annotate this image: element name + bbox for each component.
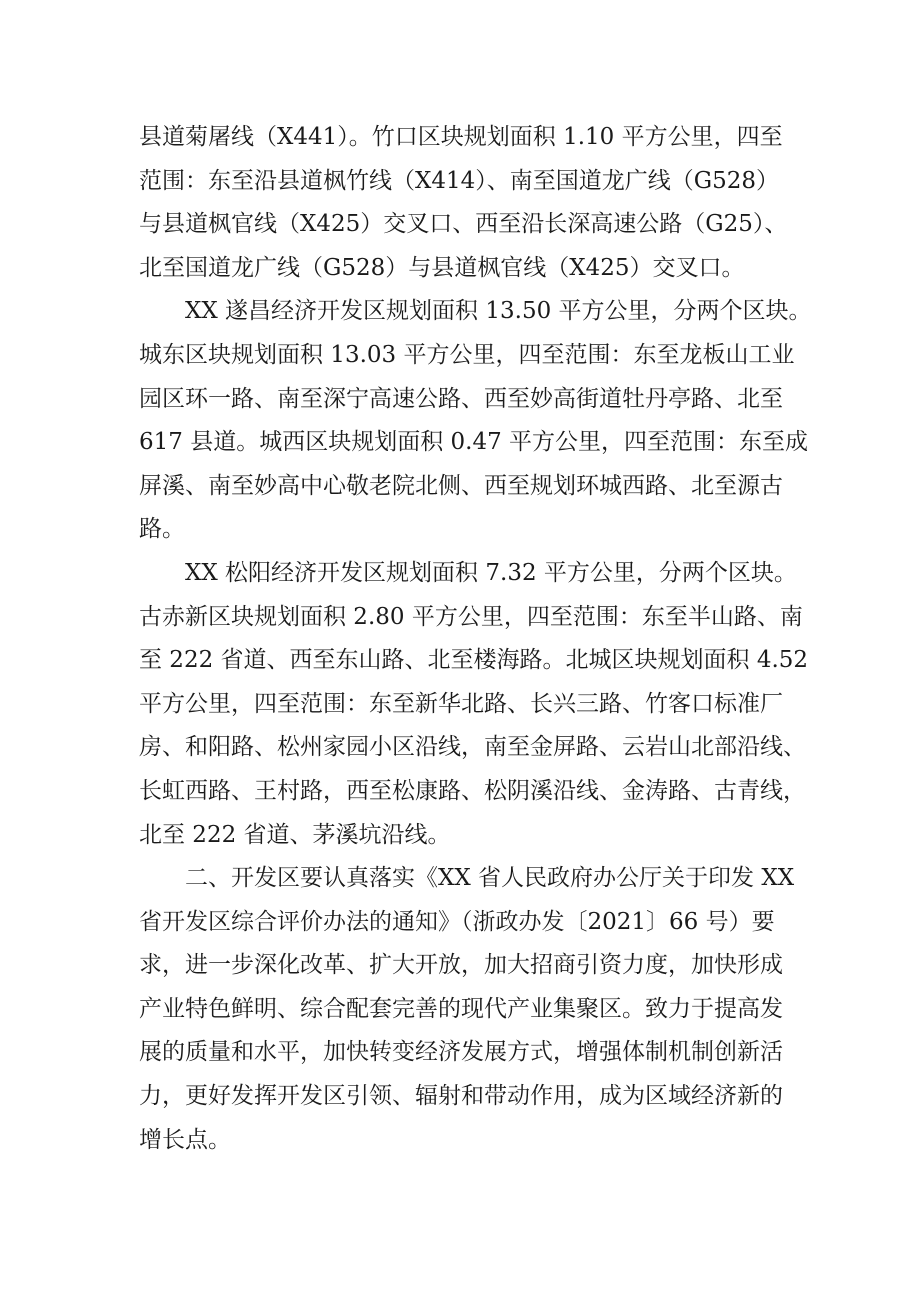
text-line: XX 遂昌经济开发区规划面积 13.50 平方公里，分两个区块。 [185,298,812,325]
text-line: 与县道枫官线（X425）交叉口、西至沿长深高速公路（G25）、 [139,211,788,238]
document-body [139,116,812,1162]
text-line: 平方公里，四至范围：东至新华北路、长兴三路、竹客口标准厂 [139,690,783,717]
text-line: 县道菊屠线（X441）。竹口区块规划面积 1.10 平方公里，四至 [139,124,783,150]
text-line: 古赤新区块规划面积 2.80 平方公里，四至范围：东至半山路、南 [139,603,803,630]
text-line: 展的质量和水平，加快转变经济发展方式，增强体制机制创新活 [139,1039,783,1066]
paragraph-songyang-zone [139,552,809,857]
paragraph-section-two [139,857,799,1162]
text-line: 产业特色鲜明、综合配套完善的现代产业集聚区。致力于提高发 [139,995,783,1022]
paragraph-suichang-zone [139,290,812,552]
text-line: 城东区块规划面积 13.03 平方公里，四至范围：东至龙板山工业 [139,341,795,368]
text-line: 增长点。 [139,1126,231,1153]
text-line: 房、和阳路、松州家园小区沿线，南至金屏路、云岩山北部沿线、 [139,734,806,761]
text-line: 至 222 省道、西至东山路、北至楼海路。北城区块规划面积 4.52 [139,647,809,674]
text-line: 省开发区综合评价办法的通知》（浙政办发〔2021〕66 号）要 [139,908,775,935]
text-line: 园区环一路、南至深宁高速公路、西至妙高街道牡丹亭路、北至 [139,385,783,412]
text-line: 长虹西路、王村路，西至松康路、松阴溪沿线、金涛路、古青线， [139,777,806,804]
text-line: 二、开发区要认真落实《XX 省人民政府办公厅关于印发 XX [185,865,795,892]
text-line: 北至 222 省道、茅溪坑沿线。 [139,821,451,848]
text-line: 范围：东至沿县道枫竹线（X414）、南至国道龙广线（G528） [139,167,780,194]
text-line: 求，进一步深化改革、扩大开放，加大招商引资力度，加快形成 [139,952,783,979]
text-line: 617 县道。城西区块规划面积 0.47 平方公里，四至范围：东至成 [139,429,809,456]
text-line: XX 松阳经济开发区规划面积 7.32 平方公里，分两个区块。 [185,559,797,586]
text-line: 路。 [139,516,185,543]
text-line: 北至国道龙广线（G528）与县道枫官线（X425）交叉口。 [139,254,745,281]
paragraph-juchu-line [139,116,799,290]
text-line: 屏溪、南至妙高中心敬老院北侧、西至规划环城西路、北至源古 [139,472,783,499]
text-line: 力，更好发挥开发区引领、辐射和带动作用，成为区域经济新的 [139,1083,783,1110]
